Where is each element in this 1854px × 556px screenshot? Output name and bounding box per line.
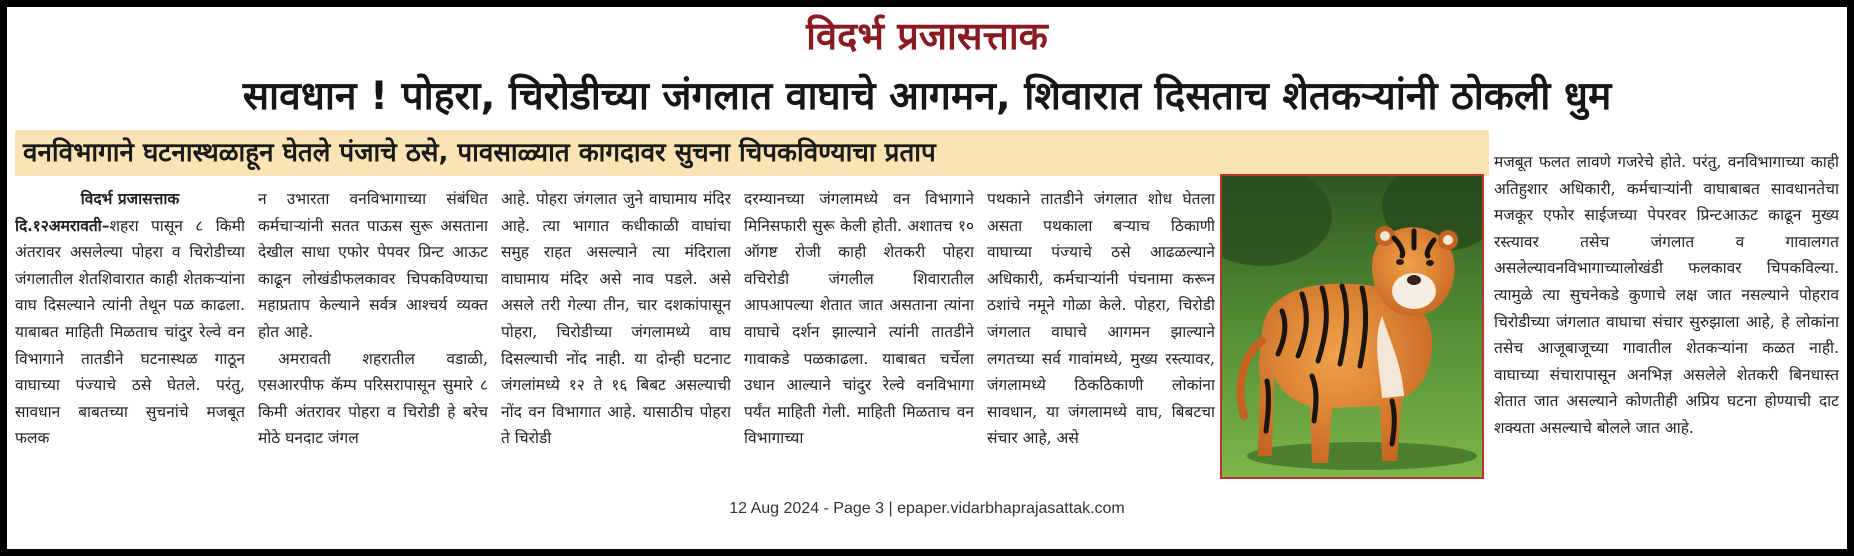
article-paragraph: न उभारता वनविभागाच्या संबंधित कर्मचाऱ्यांनी सतत पाऊस सुरू असताना देखील साधा एफोर पेपवर प्रिन्ट आऊट काढून लोखंडीफलकावर चिपकविण्याचा महाप्रताप केल्याने सर्वत्र आश्चर्य व्यक्त होत आहे. bbox=[258, 190, 488, 341]
article-paragraph: दरम्यानच्या जंगलामध्ये वन विभागाने मिनिसफारी सुरू केली होती. अशातच १० ऑगष्ट रोजी काही शेतकरी पोहरा वचिरोडी जंगलील शिवारातील आपआपल्या शेतात जात असताना त्यांना वाघाचे दर्शन झाल्याने त्यांनी तातडीने गावाकडे पळकाढला. याबाबत चर्चेला उधान आल्याने चांदुर रेल्वे वनविभागा पर्यंत माहिती गेली. माहिती मिळताच वन विभागाच्या bbox=[744, 190, 974, 448]
article-paragraph: मजबूत फलत लावणे गजरेचे होते. परंतु, वनविभागाच्या काही अतिहुशार अधिकारी, कर्मचाऱ्यांनी वाघाबाबत सावधानतेचा मजकूर एफोर साईजच्या पेपरवर प्रिन्टआऊट काढून मुख्य रस्त्यावर तसेच जंगलात व गावालगत असलेल्यावनविभागाच्यालोखंडी फलकावर चिपकविल्या. त्यामुळे त्या सुचनेकडे कुणाचे लक्ष जात नसल्याने पोहराव चिरोडीच्या जंगलात वाघाचा संचार सुरुझाला आहे, हे लोकांना तसेच आजूबाजूच्या गावातील शेतकऱ्यांना कळत नाही. वाघाच्या संचारापासून अनभिज्ञ असलेले शेतकरी बिनधास्त शेतात जात असल्याने कोणतीही अप्रिय घटना होण्याची दाट शक्यता असल्याचे बोलले जात आहे. bbox=[1494, 153, 1839, 437]
byline-name: विदर्भ प्रजासत्ताक bbox=[80, 190, 180, 208]
article-paragraph: पथकाने तातडीने जंगलात शोध घेतला असता पथकाला बऱ्याच ठिकाणी वाघाच्या पंज्याचे ठसे आढळल्याने अधिकारी, कर्मचाऱ्यांनी पंचनामा करून ठशांचे नमूने गोळा केले. पोहरा, चिरोडी जंगलात वाघाचे आगमन झाल्याने लगतच्या सर्व गावांमध्ये, मुख्य रस्त्यावर, जंगलामध्ये ठिकठिकाणी लोकांना सावधान, या जंगलामध्ये वाघ, बिबटचा संचार आहे, असे bbox=[987, 190, 1215, 448]
tiger-photo bbox=[1220, 174, 1484, 479]
newspaper-clipping bbox=[7, 7, 1847, 549]
article-paragraph: आहे. पोहरा जंगलात जुने वाघामाय मंदिर आहे. त्या भागात कधीकाळी वाघांचा समुह राहत असल्याने त्या मंदिराला वाघामाय मंदिर असे नाव पडले. असे असले तरी गेल्या तीन, चार दशकांपासून पोहरा, चिरोडीच्या जंगलामध्ये वाघ दिसल्याची नोंद नाही. या दोन्ही घटनाट जंगलांमध्ये १२ ते १६ बिबट असल्याची नोंद वन विभागात आहे. यासाठीच पोहरा ते चिरोडी bbox=[501, 190, 731, 448]
article-paragraph: अमरावती शहरातील वडाळी, एसआरपीफ कॅम्प परिसरापासून सुमारे ८ किमी अंतरावर पोहरा व चिरोडी हे बरेच मोठे घनदाट जंगल bbox=[258, 349, 488, 448]
article-column-4 bbox=[744, 186, 974, 476]
paragraph-text: शहरा पासून ८ किमी अंतरावर असलेल्या पोहरा व चिरोडीच्या जंगलातील शेतशिवारात काही शेतकऱ्यांना वाघ दिसल्याने त्यांनी तेथून पळ काढला. याबाबत माहिती मिळताच चांदुर रेल्वे वन विभागाने तातडीने घटनास्थळ गाठून वाघाच्या पंज्याचे ठसे घेतले. परंतु, सावधान बाबतच्या सुचनांचे मजबूत फलक bbox=[15, 216, 245, 448]
article-column-2 bbox=[258, 186, 488, 476]
article-subheadline: वनविभागाने घटनास्थळाहून घेतले पंजाचे ठसे, पावसाळ्यात कागदावर सुचना चिपकविण्याचा प्रताप bbox=[15, 130, 1489, 176]
tiger-image bbox=[1222, 176, 1482, 477]
page-footer: 12 Aug 2024 - Page 3 | epaper.vidarbhaprajasattak.com bbox=[729, 500, 1125, 517]
article-paragraph bbox=[15, 213, 245, 452]
article-column-5 bbox=[987, 186, 1215, 476]
article-column-1 bbox=[15, 186, 245, 476]
newspaper-masthead: विदर्भ प्रजासत्ताक bbox=[806, 14, 1048, 58]
article-headline: सावधान ! पोहरा, चिरोडीच्या जंगलात वाघाचे आगमन, शिवारात दिसताच शेतकऱ्यांनी ठोकली धुम bbox=[242, 74, 1612, 119]
dateline: दि.१२अमरावती– bbox=[15, 215, 110, 235]
article-column-6 bbox=[1494, 149, 1839, 479]
article-column-3 bbox=[501, 186, 731, 476]
